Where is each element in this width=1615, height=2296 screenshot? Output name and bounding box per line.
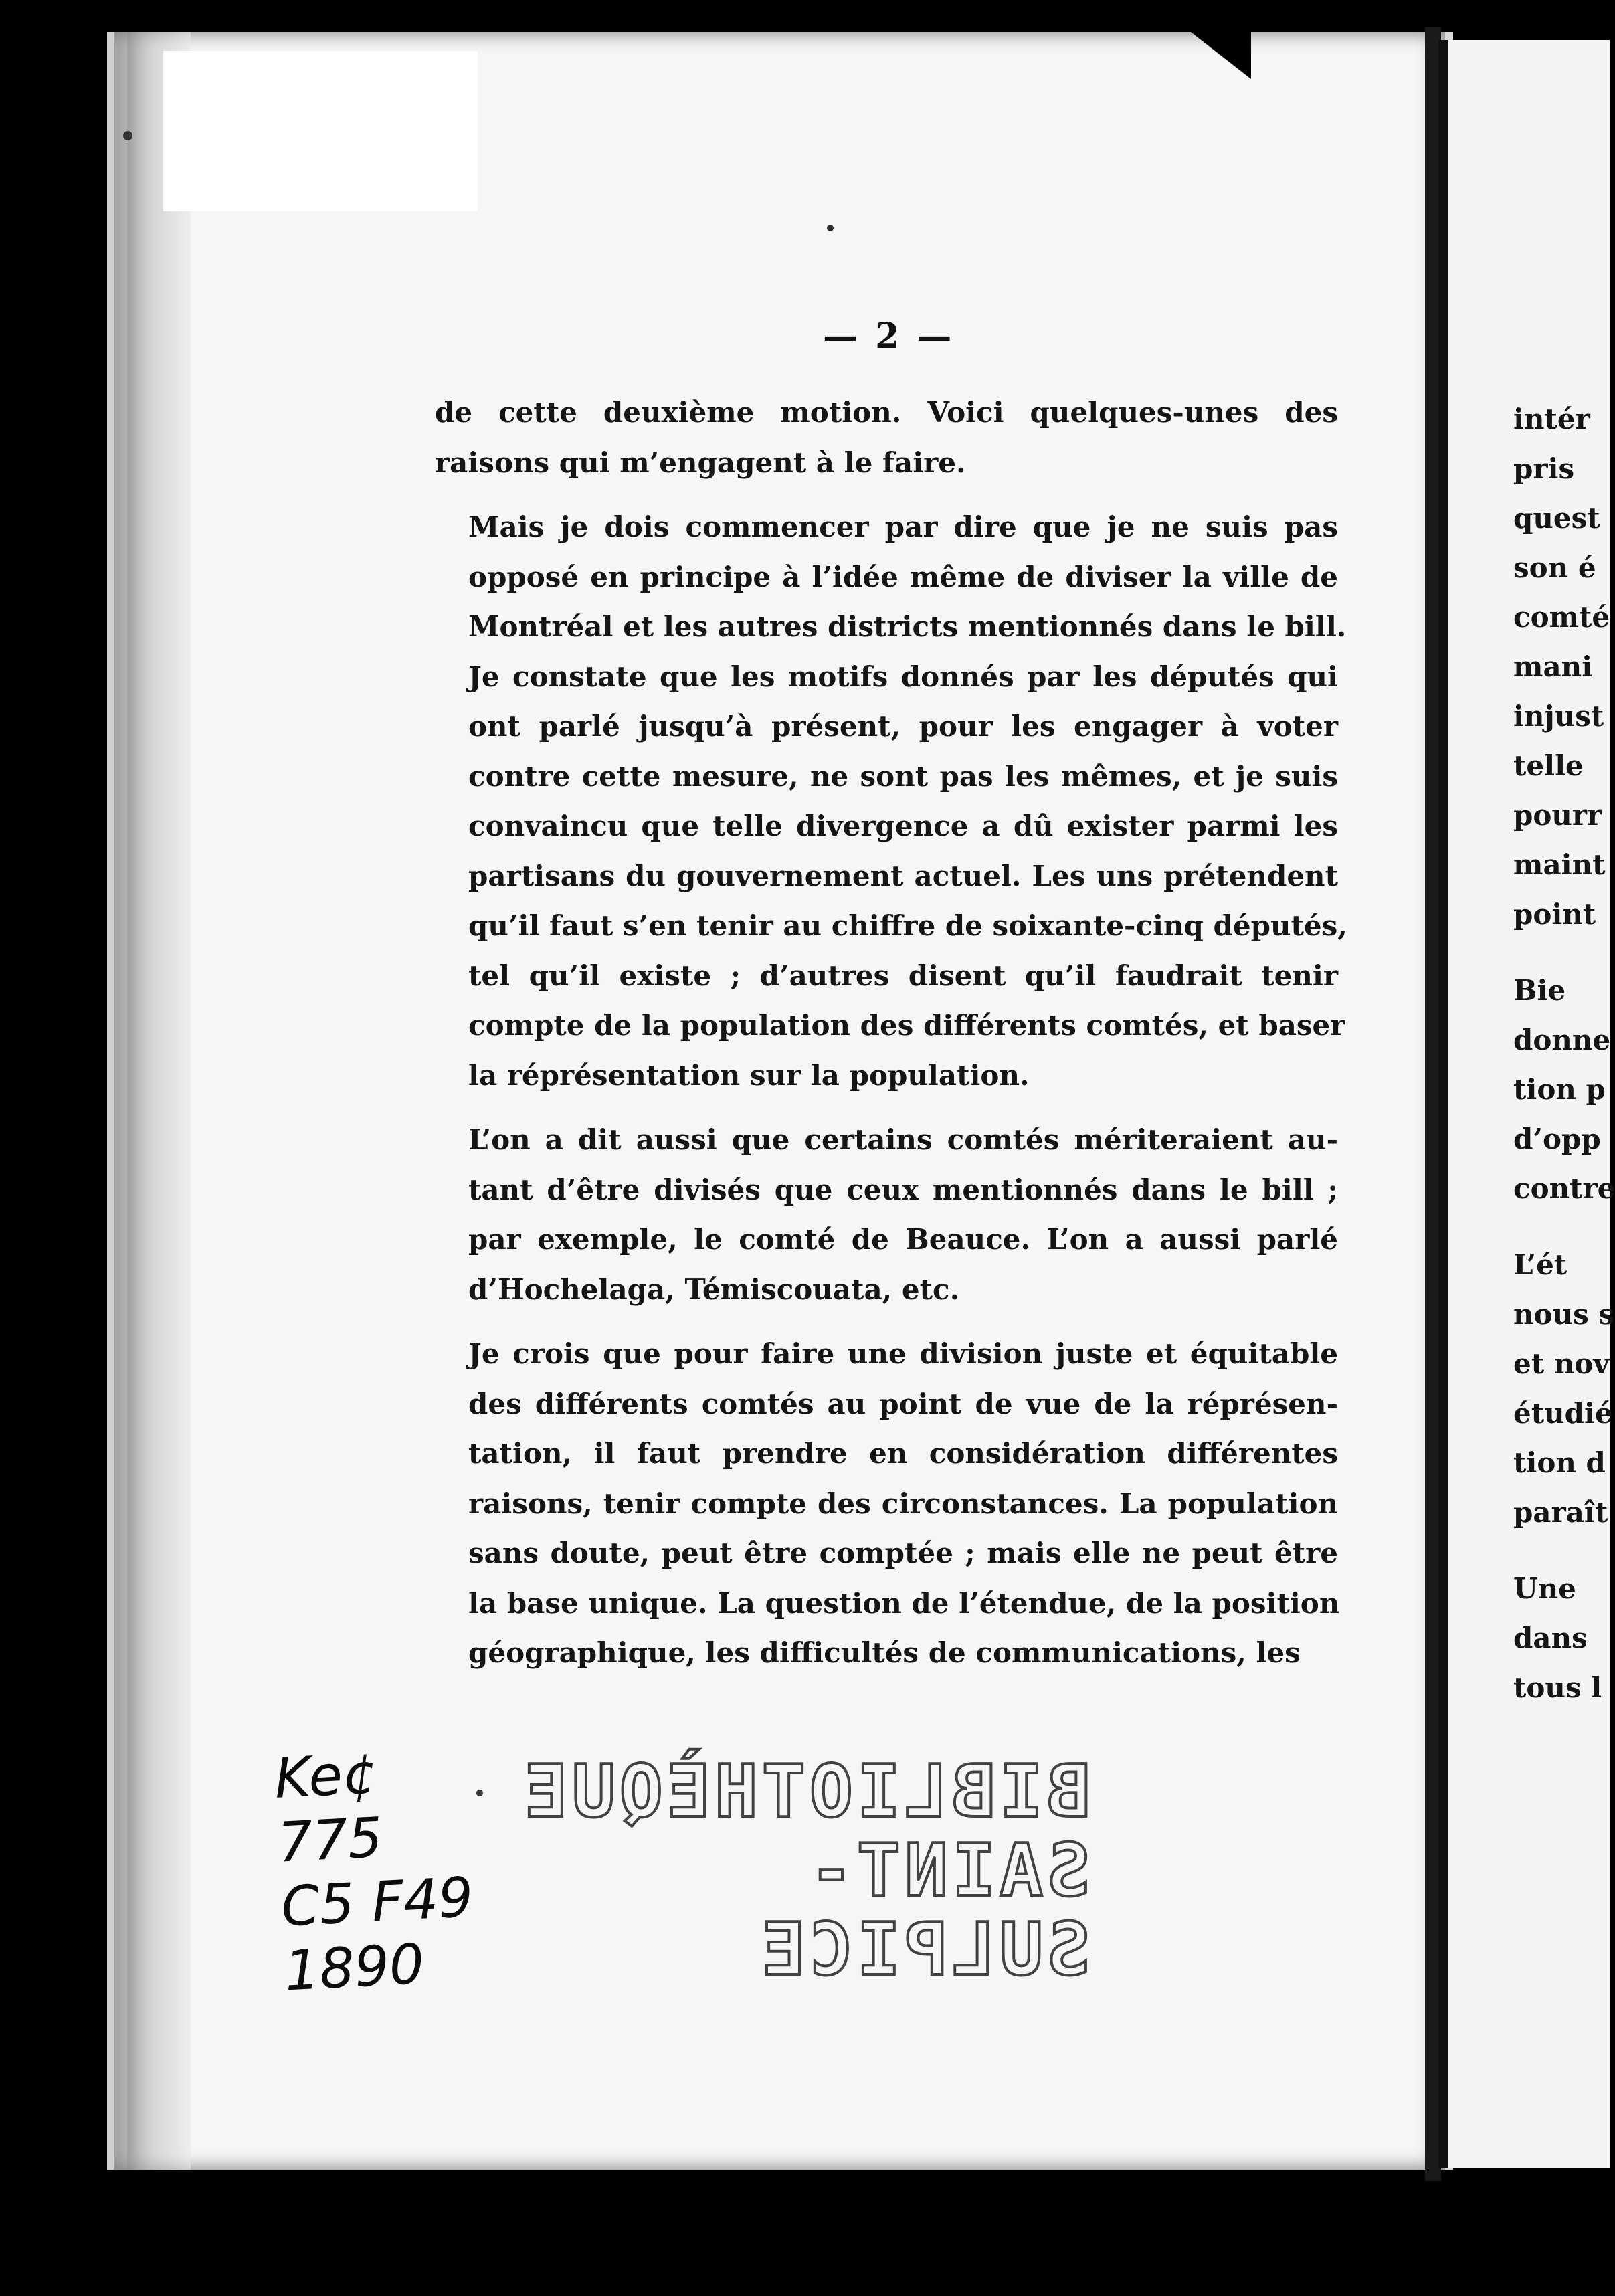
call-number-line: 1890 (283, 1932, 426, 2004)
library-perforation-stamp (520, 1750, 1090, 1992)
text-line: L’on a dit aussi que certains comtés mériteraient au- (468, 1123, 1338, 1156)
ink-speck (827, 225, 834, 231)
paragraph-gap (1513, 939, 1607, 966)
text-fragment: comté (1513, 601, 1610, 634)
paragraph-gap (1513, 1537, 1607, 1564)
text-line: tel qu’il existe ; d’autres disent qu’il faudrait tenir (468, 959, 1338, 992)
text-fragment: maint (1513, 848, 1606, 881)
paragraph (435, 1115, 1338, 1315)
text-fragment: intér (1513, 403, 1590, 436)
blank-label-patch (163, 51, 478, 211)
text-line: des différents comtés au point de vue de la réprésen- (468, 1387, 1338, 1420)
text-fragment: quest (1513, 502, 1600, 535)
text-line: Montréal et les autres districts mentionnés dans le bill. (468, 610, 1347, 643)
text-line: par exemple, le comté de Beauce. L’on a aussi parlé (468, 1223, 1338, 1256)
page-fold-shadow (127, 32, 191, 2170)
text-fragment: L’ét (1513, 1248, 1568, 1281)
text-fragment: injust (1513, 700, 1604, 733)
text-line: la réprésentation sur la population. (468, 1058, 1030, 1092)
adjacent-page-text-fragments (1513, 395, 1615, 1713)
call-number-line: 775 (276, 1806, 385, 1875)
call-number-line: C5 F49 (280, 1865, 475, 1939)
text-fragment: étudié (1513, 1397, 1613, 1430)
text-line: opposé en principe à l’idée même de diviser la ville de (468, 560, 1338, 593)
paragraph (435, 388, 1338, 488)
text-line: raisons qui m’engagent à le faire. (435, 446, 966, 479)
text-fragment: tion d (1513, 1446, 1606, 1479)
stamp-line: SAINT-SULPICE (757, 1829, 1090, 1992)
text-fragment: nous s (1513, 1298, 1614, 1331)
paragraph (435, 1329, 1338, 1679)
text-fragment: d’opp (1513, 1123, 1601, 1155)
text-fragment: et nov (1513, 1347, 1610, 1380)
text-line: tation, il faut prendre en considération différentes (468, 1437, 1338, 1470)
text-line: sans doute, peut être comptée ; mais elle ne peut être (468, 1537, 1338, 1569)
text-fragment: tous l (1513, 1671, 1602, 1704)
text-line: compte de la population des différents comtés, et baser (468, 1009, 1345, 1042)
paragraph (435, 502, 1347, 1101)
text-fragment: Bie (1513, 974, 1566, 1007)
text-fragment: donne (1513, 1024, 1611, 1056)
text-line: ont parlé jusqu’à présent, pour les engager à voter (468, 710, 1338, 743)
text-fragment: Une (1513, 1572, 1576, 1605)
text-fragment: contre (1513, 1172, 1615, 1205)
text-line: Je constate que les motifs donnés par les députés qui (468, 660, 1338, 693)
text-fragment: pourr (1513, 799, 1602, 832)
text-line: qu’il faut s’en tenir au chiffre de soixante-cinq députés, (468, 909, 1347, 942)
text-fragment: point (1513, 898, 1596, 931)
ink-speck (476, 1790, 483, 1796)
text-line: contre cette mesure, ne sont pas les mêmes, et je suis (468, 759, 1338, 793)
ink-speck (123, 131, 132, 140)
text-line: Mais je dois commencer par dire que je ne suis pas (468, 510, 1338, 543)
text-line: la base unique. La question de l’étendue, de la position (468, 1586, 1340, 1620)
text-fragment: paraît (1513, 1496, 1608, 1529)
text-line: convaincu que telle divergence a dû exister parmi les (468, 809, 1338, 842)
text-fragment: mani (1513, 650, 1593, 683)
text-fragment: dans (1513, 1622, 1588, 1654)
text-line: de cette deuxième motion. Voici quelques-unes des (435, 396, 1338, 429)
call-number-line: Ke¢ (273, 1741, 379, 1811)
text-line: tant d’être divisés que ceux mentionnés dans le bill ; (468, 1173, 1338, 1206)
text-fragment: pris (1513, 452, 1575, 485)
text-line: Je crois que pour faire une division juste et équitable (468, 1337, 1338, 1370)
text-line: d’Hochelaga, Témiscouata, etc. (468, 1272, 960, 1306)
text-line: partisans du gouvernement actuel. Les uns prétendent (468, 859, 1338, 892)
text-fragment: tion p (1513, 1073, 1606, 1106)
page-number: — 2 — (823, 316, 955, 357)
paragraph-gap (1513, 1214, 1607, 1240)
stamp-line: BIBLIOTHÈQUE (520, 1750, 1090, 1834)
torn-corner (1191, 32, 1251, 79)
text-fragment: telle (1513, 749, 1584, 782)
handwritten-call-number (273, 1737, 478, 2004)
text-fragment: son é (1513, 551, 1596, 584)
body-text (435, 388, 1347, 1693)
text-line: géographique, les difficultés de communications, les (468, 1636, 1301, 1669)
text-line: raisons, tenir compte des circonstances. La population (468, 1487, 1338, 1520)
